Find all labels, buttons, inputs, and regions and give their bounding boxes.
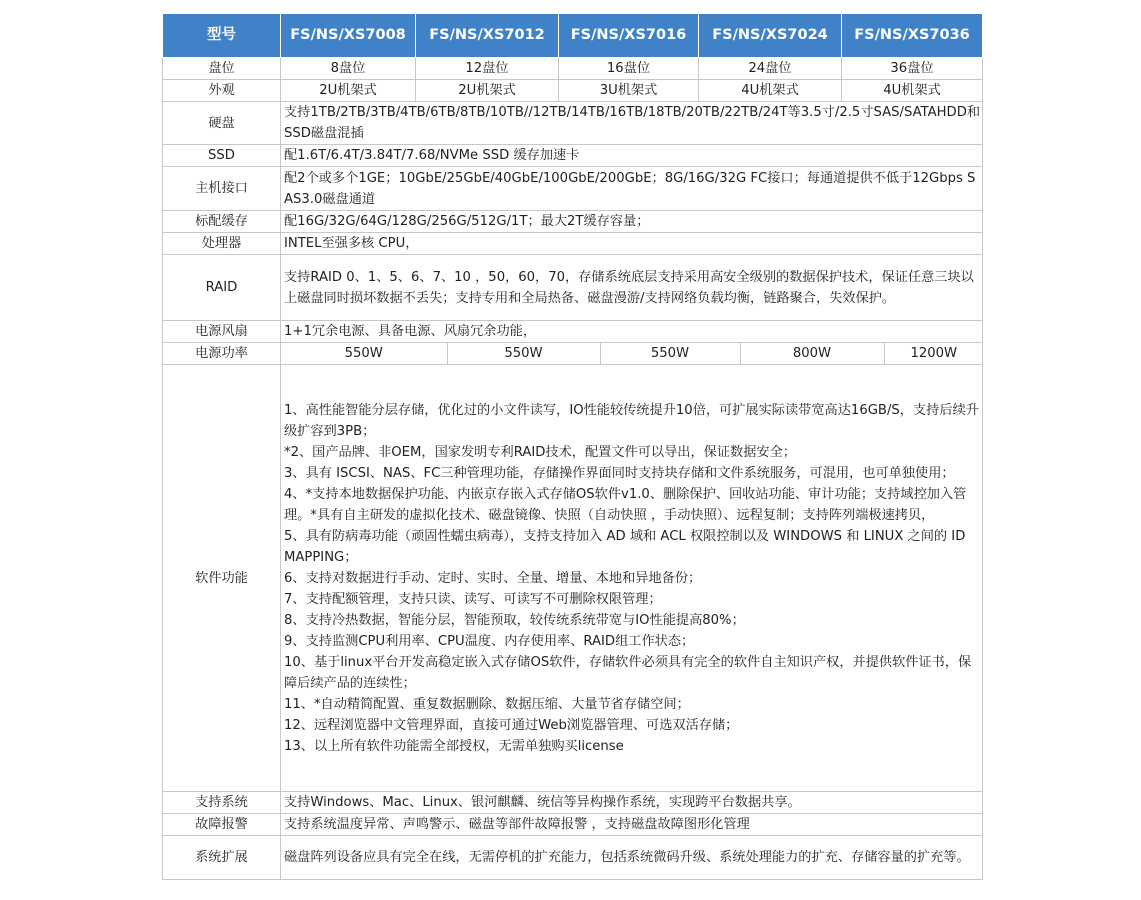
power-value: 550W: [447, 343, 600, 364]
power-subtable: [281, 343, 983, 364]
psu-row: [163, 321, 983, 343]
disk-text: 支持1TB/2TB/3TB/4TB/6TB/8TB/10TB//12TB/14TB/16TB/18TB/20TB/22TB/24T等3.5寸/2.5寸SAS/SATAHDD和SSD磁盘混插: [284, 105, 981, 141]
software-item: 5、具有防病毒功能（顽固性蠕虫病毒），支持支持加入 AD 域和 ACL 权限控制以及 WINDOWS 和 LINUX 之间的 ID MAPPING；: [284, 528, 966, 565]
os-row: [163, 792, 983, 814]
form-value: 4U机架式: [699, 80, 842, 102]
software-item: 6、支持对数据进行手动、定时、实时、全量、增量、本地和异地备份；: [284, 570, 702, 586]
expand-row: [163, 836, 983, 880]
raid-label: RAID: [163, 255, 281, 321]
software-item: 4、*支持本地数据保护功能、内嵌京存嵌入式存储OS软件v1.0、删除保护、回收站功能、审计功能；支持域控加入管理。*具有自主研发的虚拟化技术、磁盘镜像、快照（自动快照 ，手动快照）、远程复制；支持阵列端极速拷贝，: [284, 486, 967, 523]
host-text: 配2个或多个1GE；10GbE/25GbE/40GbE/100GbE/200GbE；8G/16G/32G FC接口；每通道提供不低于12Gbps SAS3.0磁盘通道: [284, 170, 976, 207]
form-label: 外观: [163, 80, 281, 102]
bays-row: [163, 58, 983, 80]
model-7036: FS/NS/XS7036: [842, 14, 983, 58]
software-item: *2、国产品牌、非OEM，国家发明专利RAID技术，配置文件可以导出，保证数据安全；: [284, 444, 796, 460]
raid-text: 支持RAID 0、1、5、6、7、10 ，50，60，70，存储系统底层支持采用高安全级别的数据保护技术，保证任意三块以上磁盘同时损坏数据不丢失；支持专用和全局热备、磁盘漫游/支持网络负载均衡，链路聚合，失效保护。: [284, 269, 974, 306]
ssd-row: [163, 145, 983, 167]
cache-row: [163, 211, 983, 233]
expand-label: 系统扩展: [163, 836, 281, 880]
alarm-value: 支持系统温度异常、声鸣警示、磁盘等部件故障报警 ，支持磁盘故障图形化管理: [281, 814, 983, 836]
form-value: 3U机架式: [559, 80, 699, 102]
host-value: [281, 167, 983, 211]
power-values: [281, 343, 983, 365]
cpu-label: 处理器: [163, 233, 281, 255]
disk-row: [163, 102, 983, 145]
form-value: 2U机架式: [281, 80, 416, 102]
ssd-label: SSD: [163, 145, 281, 167]
software-item: 9、支持监测CPU利用率、CPU温度、内存使用率、RAID组工作状态；: [284, 633, 695, 649]
bays-value: 12盘位: [416, 58, 559, 80]
os-label: 支持系统: [163, 792, 281, 814]
psu-label: 电源风扇: [163, 321, 281, 343]
bays-value: 36盘位: [842, 58, 983, 80]
model-7008: FS/NS/XS7008: [281, 14, 416, 58]
form-value: 2U机架式: [416, 80, 559, 102]
software-item: 12、远程浏览器中文管理界面，直接可通过Web浏览器管理、可选双活存储；: [284, 717, 739, 733]
software-item: 13、以上所有软件功能需全部授权，无需单独购买license: [284, 738, 624, 754]
software-item: 11、*自动精简配置、重复数据删除、数据压缩、大量节省存储空间；: [284, 696, 690, 712]
cpu-value: INTEL至强多核 CPU，: [281, 233, 983, 255]
power-label: 电源功率: [163, 343, 281, 365]
software-row: [163, 365, 983, 792]
software-item: 10、基于linux平台开发高稳定嵌入式存储OS软件，存储软件必须具有完全的软件自主知识产权，并提供软件证书，保障后续产品的连续性；: [284, 654, 972, 691]
form-value: 4U机架式: [842, 80, 983, 102]
software-list: [281, 365, 983, 792]
alarm-row: [163, 814, 983, 836]
host-row: [163, 167, 983, 211]
disk-value: [281, 102, 983, 145]
header-model-label: 型号: [163, 14, 281, 58]
host-label: 主机接口: [163, 167, 281, 211]
form-row: [163, 80, 983, 102]
cache-value: 配16G/32G/64G/128G/256G/512G/1T；最大2T缓存容量；: [281, 211, 983, 233]
os-value: 支持Windows、Mac、Linux、银河麒麟、统信等异构操作系统，实现跨平台数据共享。: [281, 792, 983, 814]
cache-label: 标配缓存: [163, 211, 281, 233]
power-value: 550W: [600, 343, 740, 364]
software-item: 1、高性能智能分层存储，优化过的小文件读写，IO性能较传统提升10倍，可扩展实际读带宽高达16GB/S，支持后续升级扩容到3PB；: [284, 402, 979, 439]
bays-value: 8盘位: [281, 58, 416, 80]
cpu-row: [163, 233, 983, 255]
model-7024: FS/NS/XS7024: [699, 14, 842, 58]
power-value: 800W: [740, 343, 884, 364]
spec-table: [162, 13, 983, 880]
power-value: 1200W: [910, 346, 958, 361]
power-value: 550W: [281, 343, 447, 364]
expand-text: 磁盘阵列设备应具有完全在线，无需停机的扩充能力，包括系统微码升级、系统处理能力的扩充、存储容量的扩充等。: [284, 850, 970, 865]
alarm-label: 故障报警: [163, 814, 281, 836]
bays-value: 16盘位: [559, 58, 699, 80]
raid-value: [281, 255, 983, 321]
bays-value: 24盘位: [699, 58, 842, 80]
software-item: 3、具有 ISCSI、NAS、FC三种管理功能，存储操作界面同时支持块存储和文件系统服务，可混用，也可单独使用；: [284, 465, 955, 481]
software-item: 8、支持冷热数据，智能分层，智能预取，较传统系统带宽与IO性能提高80%；: [284, 612, 745, 628]
expand-value: [281, 836, 983, 880]
software-label: 软件功能: [163, 365, 281, 792]
ssd-value: 配1.6T/6.4T/3.84T/7.68/NVMe SSD 缓存加速卡: [281, 145, 983, 167]
header-row: [163, 14, 983, 58]
bays-label: 盘位: [163, 58, 281, 80]
software-item: 7、支持配额管理，支持只读、读写、可读写不可删除权限管理；: [284, 591, 662, 607]
raid-row: [163, 255, 983, 321]
psu-value: 1+1冗余电源、具备电源、风扇冗余功能，: [281, 321, 983, 343]
disk-label: 硬盘: [163, 102, 281, 145]
model-7016: FS/NS/XS7016: [559, 14, 699, 58]
power-row: [163, 343, 983, 365]
model-7012: FS/NS/XS7012: [416, 14, 559, 58]
